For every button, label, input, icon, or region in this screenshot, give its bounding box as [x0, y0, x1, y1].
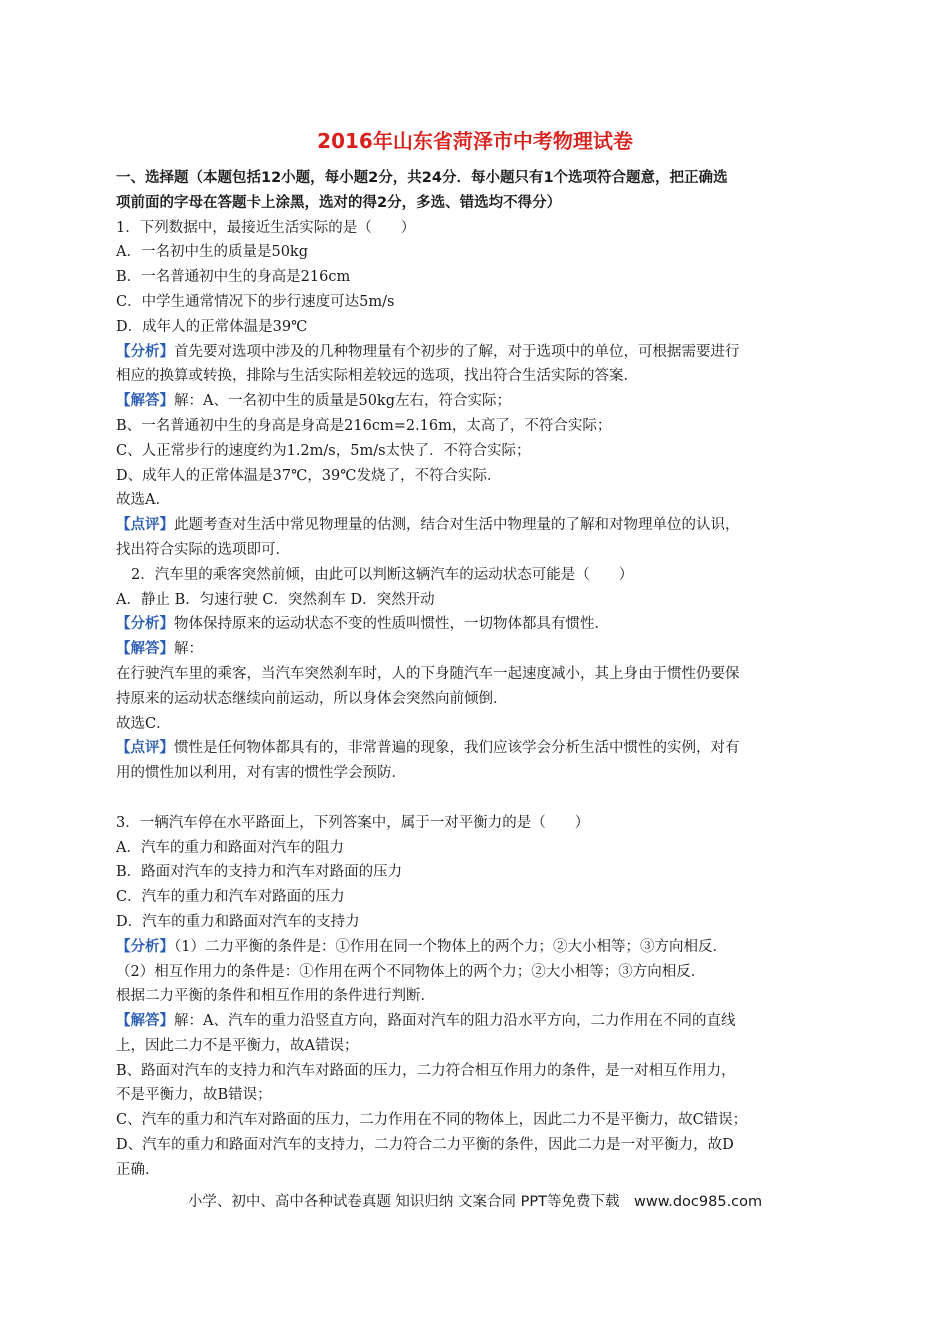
- q1-comment: 【点评】此题考查对生活中常见物理量的估测，结合对生活中物理量的了解和对物理单位的认识，: [116, 517, 740, 534]
- q3-answer-7: 正确．: [116, 1161, 160, 1178]
- q3-option-c: C．汽车的重力和汽车对路面的压力: [116, 889, 345, 906]
- q1-comment-cont: 找出符合实际的选项即可．: [116, 541, 290, 558]
- q3-analysis-2: （2）相互作用力的条件是：①作用在两个不同物体上的两个力；②大小相等；③方向相反．: [116, 963, 706, 980]
- q1-answer-d: D、成年人的正常体温是37℃，39℃发烧了，不符合实际．: [116, 467, 502, 484]
- q1-answer-b: B、一名普通初中生的身高是身高是216cm=2.16m，太高了，不符合实际；: [116, 417, 612, 434]
- spacer: [116, 786, 836, 811]
- q1-option-c: C．中学生通常情况下的步行速度可达5m/s: [116, 293, 395, 310]
- answer-tag: 【解答】: [116, 393, 174, 410]
- q3-answer-5: C、汽车的重力和汽车对路面的压力，二力作用在不同的物体上，因此二力不是平衡力，故C错误；: [116, 1112, 748, 1129]
- section-heading-cont: 项前面的字母在答题卡上涂黑，选对的得2分，多选、错选均不得分）: [116, 194, 562, 211]
- page-footer: 小学、初中、高中各种试卷真题 知识归纳 文案合同 PPT等免费下载 www.doc985.com: [187, 1194, 763, 1210]
- q1-option-d: D．成年人的正常体温是39℃: [116, 318, 308, 335]
- comment-tag: 【点评】: [116, 517, 174, 534]
- q1-answer: 【解答】解：A、一名初中生的质量是50kg左右，符合实际；: [116, 393, 511, 410]
- q3-answer-4: 不是平衡力，故B错误；: [116, 1087, 272, 1104]
- q3-answer-2: 上，因此二力不是平衡力，故A错误；: [116, 1037, 359, 1054]
- q3-answer-6: D、汽车的重力和路面对汽车的支持力，二力符合二力平衡的条件，因此二力是一对平衡力，故D: [116, 1137, 734, 1154]
- answer-tag: 【解答】: [116, 1013, 174, 1030]
- exam-title: 2016年山东省菏泽市中考物理试卷: [317, 129, 633, 153]
- q3-option-b: B．路面对汽车的支持力和汽车对路面的压力: [116, 864, 403, 881]
- q2-options: A．静止 B．匀速行驶 C．突然刹车 D．突然开动: [116, 591, 435, 608]
- analysis-tag: 【分析】: [116, 343, 174, 360]
- q1-analysis-cont: 相应的换算或转换，排除与生活实际相差较远的选项，找出符合生活实际的答案．: [116, 368, 638, 385]
- q2-analysis: 【分析】物体保持原来的运动状态不变的性质叫惯性，一切物体都具有惯性．: [116, 616, 609, 633]
- q3-option-a: A．汽车的重力和路面对汽车的阻力: [116, 839, 344, 856]
- comment-tag: 【点评】: [116, 740, 174, 757]
- q2-answer-choice: 故选C．: [116, 715, 171, 732]
- section-heading: 一、选择题（本题包括12小题，每小题2分，共24分．每小题只有1个选项符合题意，把正确选: [116, 170, 728, 186]
- analysis-tag: 【分析】: [116, 616, 174, 633]
- q1-stem: 1．下列数据中，最接近生活实际的是（ ）: [116, 219, 416, 236]
- q2-answer-text-cont: 持原来的运动状态继续向前运动，所以身体会突然向前倾倒．: [116, 690, 508, 707]
- q3-analysis-3: 根据二力平衡的条件和相互作用的条件进行判断．: [116, 988, 435, 1005]
- q1-option-b: B．一名普通初中生的身高是216cm: [116, 269, 351, 286]
- q3-stem: 3．一辆汽车停在水平路面上，下列答案中，属于一对平衡力的是（ ）: [116, 814, 590, 831]
- q3-answer: 【解答】解：A、汽车的重力沿竖直方向，路面对汽车的阻力沿水平方向，二力作用在不同的直线: [116, 1013, 736, 1030]
- document-body: [116, 166, 836, 1183]
- q1-option-a: A．一名初中生的质量是50kg: [116, 244, 308, 261]
- q3-answer-3: B、路面对汽车的支持力和汽车对路面的压力，二力符合相互作用力的条件，是一对相互作用力，: [116, 1062, 736, 1079]
- q2-comment-cont: 用的惯性加以利用，对有害的惯性学会预防．: [116, 765, 406, 782]
- q3-option-d: D．汽车的重力和路面对汽车的支持力: [116, 913, 360, 930]
- answer-tag: 【解答】: [116, 641, 174, 658]
- q2-stem: 2．汽车里的乘客突然前倾，由此可以判断这辆汽车的运动状态可能是（ ）: [131, 566, 634, 583]
- q2-comment: 【点评】惯性是任何物体都具有的，非常普遍的现象，我们应该学会分析生活中惯性的实例，对有: [116, 740, 740, 757]
- q2-answer-text: 在行驶汽车里的乘客，当汽车突然刹车时，人的下身随汽车一起速度减小，其上身由于惯性仍要保: [116, 665, 740, 682]
- q2-answer: 【解答】解：: [116, 641, 203, 658]
- analysis-tag: 【分析】: [116, 938, 174, 955]
- q1-answer-c: C、人正常步行的速度约为1.2m/s，5m/s太快了．不符合实际；: [116, 442, 531, 459]
- q1-analysis: 【分析】首先要对选项中涉及的几种物理量有个初步的了解，对于选项中的单位，可根据需要进行: [116, 343, 740, 360]
- q3-analysis: 【分析】（1）二力平衡的条件是：①作用在同一个物体上的两个力；②大小相等；③方向相反．: [116, 938, 727, 955]
- q1-answer-choice: 故选A．: [116, 492, 170, 509]
